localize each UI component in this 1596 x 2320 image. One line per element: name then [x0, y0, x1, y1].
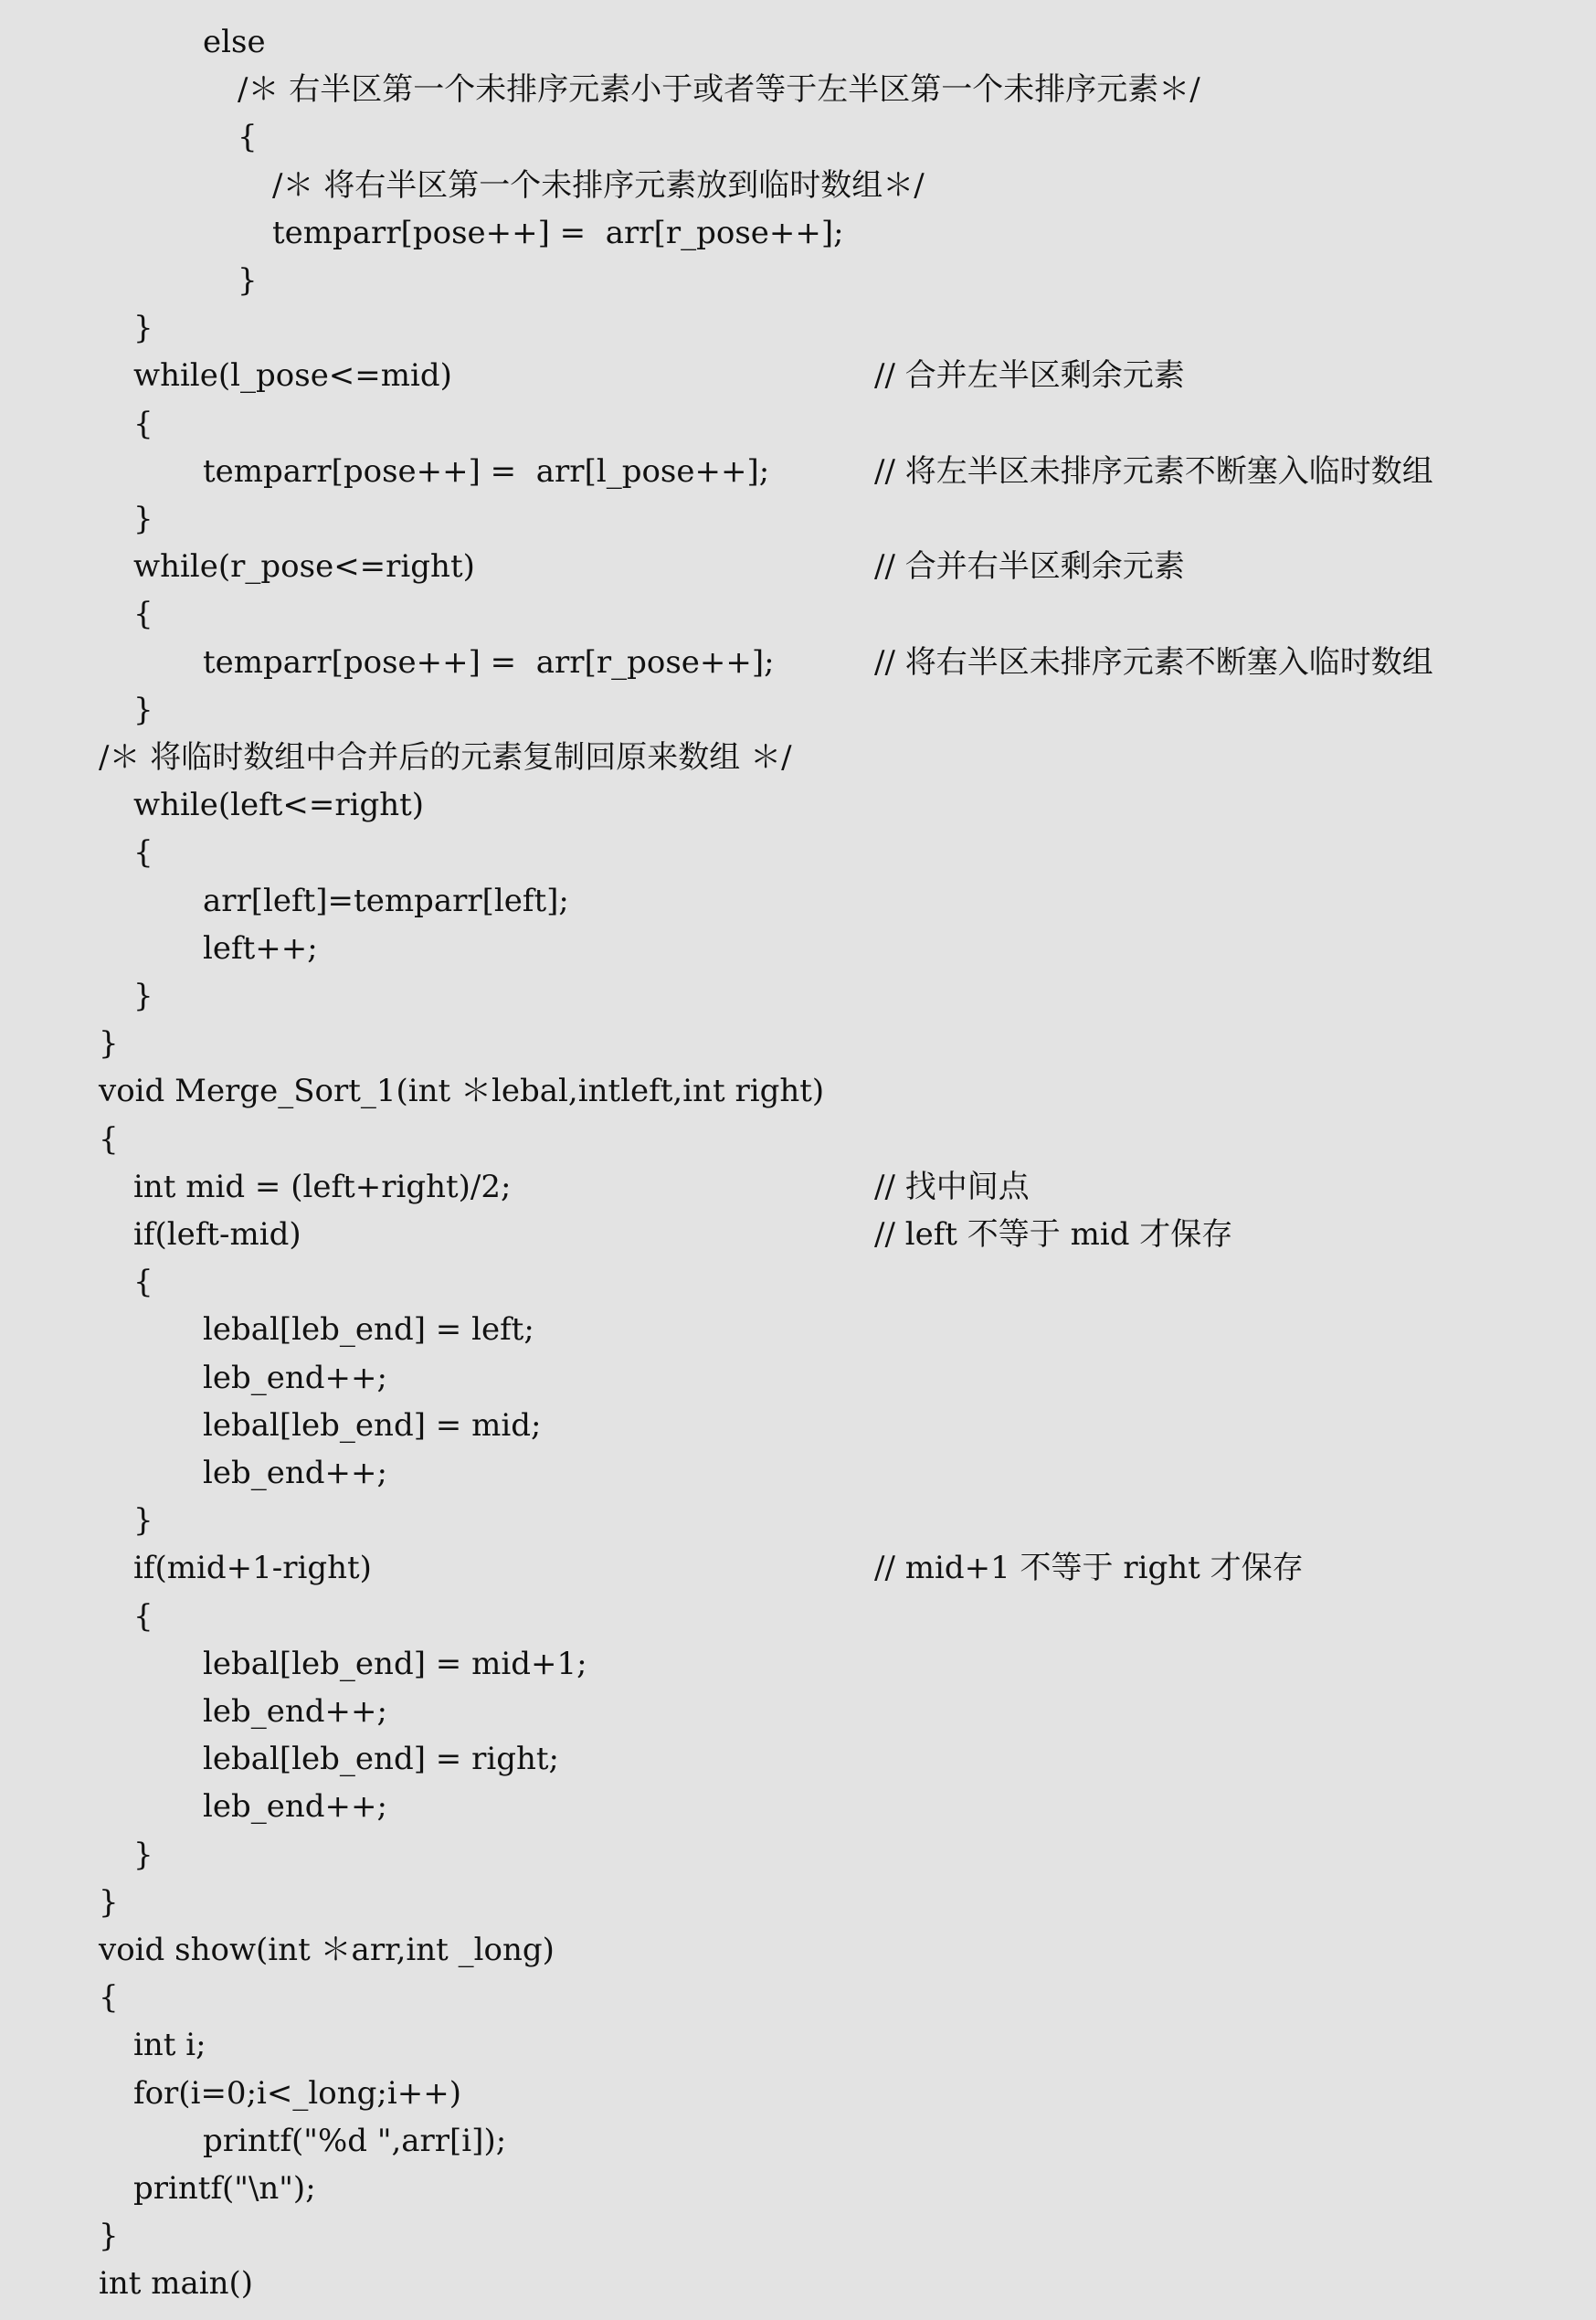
code-text: {	[133, 405, 153, 442]
code-line	[0, 1593, 1596, 1640]
code-line	[0, 1402, 1596, 1449]
code-line	[0, 304, 1596, 352]
code-text: lebal[leb_end] = mid;	[203, 1406, 542, 1444]
code-text: }	[133, 310, 153, 347]
code-comment: // 将右半区未排序元素不断塞入临时数组	[874, 643, 1433, 681]
code-line	[0, 18, 1596, 66]
code-text: /＊ 将临时数组中合并后的元素复制回原来数组 ＊/	[99, 739, 792, 776]
code-text: if(left-mid)	[133, 1216, 301, 1253]
code-line	[0, 734, 1596, 781]
code-line	[0, 1783, 1596, 1830]
code-text: /＊ 右半区第一个未排序元素小于或者等于左半区第一个未排序元素＊/	[238, 71, 1200, 109]
code-text: int main()	[99, 2265, 254, 2303]
code-text: }	[133, 501, 153, 537]
code-text: {	[238, 119, 258, 156]
code-comment: // 找中间点	[874, 1168, 1030, 1205]
code-line	[0, 639, 1596, 686]
code-text: }	[99, 2218, 119, 2255]
code-line	[0, 1735, 1596, 1783]
code-line	[0, 2212, 1596, 2260]
code-text: {	[133, 596, 153, 633]
code-text: arr[left]=temparr[left];	[203, 882, 569, 919]
code-line	[0, 686, 1596, 734]
code-line	[0, 1449, 1596, 1497]
code-text: printf("\n");	[133, 2170, 316, 2207]
code-comment: // 合并左半区剩余元素	[874, 357, 1185, 395]
code-text: temparr[pose++] = arr[r_pose++];	[272, 214, 844, 251]
code-line	[0, 113, 1596, 161]
code-text: leb_end++;	[203, 1693, 387, 1730]
code-comment: // mid+1 不等于 right 才保存	[874, 1550, 1304, 1587]
code-line	[0, 1974, 1596, 2021]
code-line	[0, 1258, 1596, 1306]
code-text: lebal[leb_end] = right;	[203, 1741, 559, 1778]
code-text: {	[99, 1120, 119, 1158]
code-text: if(mid+1-right)	[133, 1550, 372, 1587]
code-comment: // 将左半区未排序元素不断塞入临时数组	[874, 452, 1433, 490]
code-text: leb_end++;	[203, 1788, 387, 1826]
code-text: leb_end++;	[203, 1359, 387, 1396]
code-line	[0, 1688, 1596, 1735]
code-text: else	[203, 24, 266, 60]
code-text: temparr[pose++] = arr[l_pose++];	[203, 452, 770, 490]
code-text: lebal[leb_end] = mid+1;	[203, 1645, 587, 1682]
code-text: }	[133, 978, 153, 1014]
code-text: void Merge_Sort_1(int ＊lebal,intleft,int right)	[99, 1073, 825, 1110]
code-text: /＊ 将右半区第一个未排序元素放到临时数组＊/	[272, 166, 925, 204]
code-line	[0, 209, 1596, 257]
code-line	[0, 1879, 1596, 1926]
code-line	[0, 352, 1596, 399]
code-line	[0, 1116, 1596, 1163]
code-line	[0, 590, 1596, 638]
code-line	[0, 1354, 1596, 1402]
code-text: {	[133, 1264, 153, 1301]
code-text: while(r_pose<=right)	[133, 548, 475, 586]
code-line	[0, 1926, 1596, 1974]
code-line	[0, 1163, 1596, 1211]
code-text: {	[133, 834, 153, 872]
code-line	[0, 495, 1596, 543]
code-text: }	[99, 1025, 119, 1063]
code-text: }	[133, 691, 153, 728]
code-text: }	[238, 262, 258, 299]
code-text: for(i=0;i<_long;i++)	[133, 2074, 461, 2112]
code-line	[0, 2070, 1596, 2117]
code-text: }	[133, 1836, 153, 1873]
code-text: temparr[pose++] = arr[r_pose++];	[203, 643, 775, 681]
code-line	[0, 1306, 1596, 1353]
code-line	[0, 829, 1596, 876]
code-line	[0, 2021, 1596, 2069]
code-line	[0, 877, 1596, 925]
code-text: }	[99, 1883, 119, 1921]
code-line	[0, 66, 1596, 113]
code-line	[0, 1497, 1596, 1544]
code-line	[0, 1067, 1596, 1115]
code-line	[0, 2117, 1596, 2165]
code-text: int mid = (left+right)/2;	[133, 1168, 512, 1205]
code-line	[0, 448, 1596, 495]
code-line	[0, 257, 1596, 304]
code-text: int i;	[133, 2027, 206, 2064]
code-text: {	[133, 1597, 153, 1635]
code-line	[0, 1640, 1596, 1688]
code-line	[0, 972, 1596, 1020]
code-text: left++;	[203, 929, 318, 967]
code-text: lebal[leb_end] = left;	[203, 1311, 534, 1349]
code-text: {	[99, 1979, 119, 2017]
code-text: leb_end++;	[203, 1455, 387, 1491]
code-comment: // 合并右半区剩余元素	[874, 548, 1185, 586]
code-text: while(left<=right)	[133, 787, 425, 824]
code-line	[0, 1544, 1596, 1592]
code-line	[0, 1020, 1596, 1067]
code-line	[0, 925, 1596, 972]
code-line	[0, 2260, 1596, 2307]
code-text: while(l_pose<=mid)	[133, 357, 452, 395]
code-line	[0, 400, 1596, 448]
code-text: printf("%d ",arr[i]);	[203, 2122, 507, 2159]
code-text: }	[133, 1502, 153, 1540]
code-comment: // left 不等于 mid 才保存	[874, 1216, 1233, 1253]
code-line	[0, 781, 1596, 829]
code-line	[0, 2165, 1596, 2212]
code-line	[0, 162, 1596, 209]
code-line	[0, 543, 1596, 590]
code-line	[0, 1211, 1596, 1258]
code-text: void show(int ＊arr,int _long)	[99, 1932, 555, 1968]
code-line	[0, 1831, 1596, 1879]
